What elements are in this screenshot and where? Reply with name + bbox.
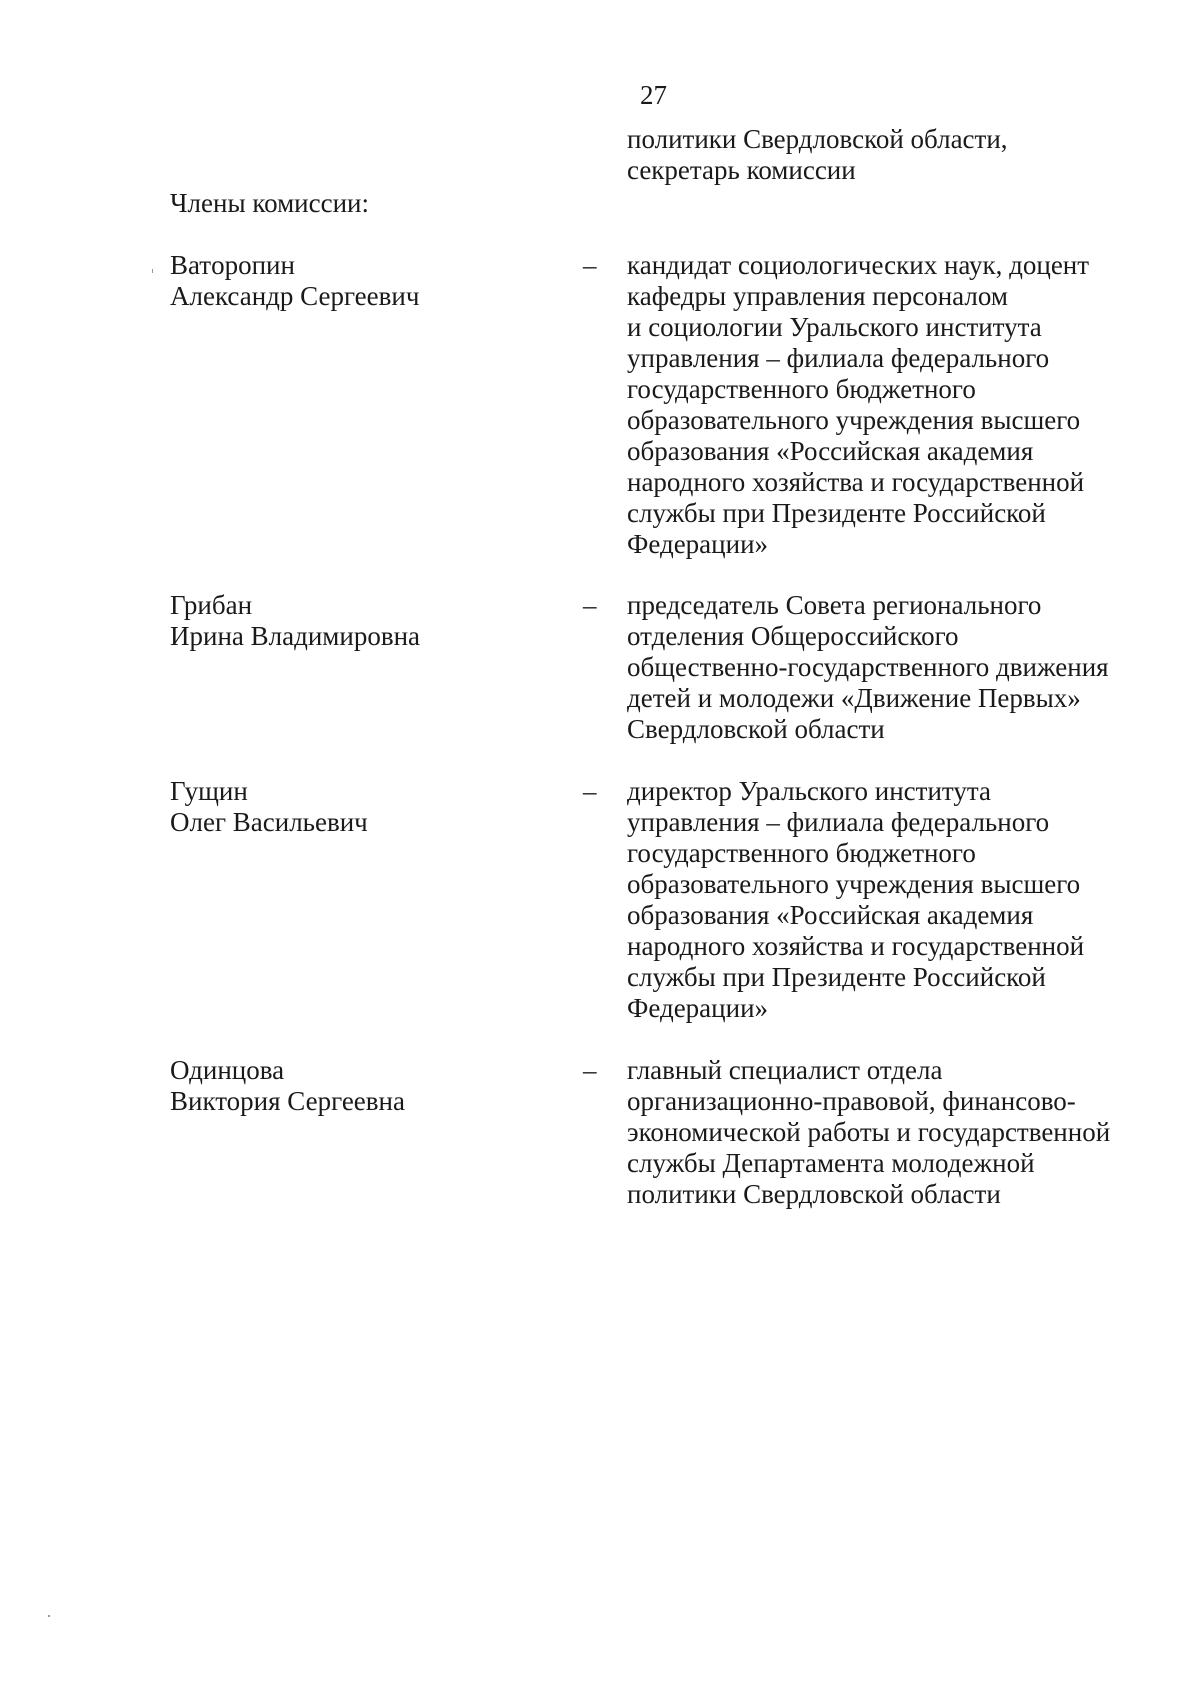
dash-separator: – [583, 1055, 597, 1085]
member-description [627, 1055, 1167, 1210]
description-line: управления – филиала федерального [627, 807, 1050, 837]
member-description [627, 590, 1167, 745]
description-line: отделения Общероссийского [627, 621, 959, 651]
description-line: Свердловской области [627, 714, 885, 744]
description-line: кафедры управления персоналом [627, 281, 1008, 311]
description-line: народного хозяйства и государственной [627, 931, 1085, 961]
member-name [170, 590, 550, 652]
member-name [170, 250, 550, 312]
description-line: управления – филиала федерального [627, 343, 1050, 373]
description-line: главный специалист отдела [627, 1055, 943, 1085]
description-line: и социологии Уральского института [627, 312, 1042, 342]
member-name [170, 1055, 550, 1117]
text-line: политики Свердловской области, [627, 124, 1008, 154]
description-line: председатель Совета регионального [627, 590, 1042, 620]
member-description [627, 776, 1167, 1024]
member-name [170, 776, 550, 838]
description-line: политики Свердловской области [627, 1179, 1001, 1209]
description-line: организационно-правовой, финансово- [627, 1086, 1076, 1116]
member-description [627, 250, 1167, 560]
description-line: Федерации» [627, 529, 769, 559]
description-line: службы при Президенте Российской [627, 498, 1046, 528]
member-given-names: Ирина Владимировна [170, 621, 421, 651]
description-line: государственного бюджетного [627, 374, 976, 404]
description-line: директор Уральского института [627, 776, 991, 806]
description-line: образования «Российская академия [627, 900, 1034, 930]
description-line: образовательного учреждения высшего [627, 405, 1081, 435]
description-line: образовательного учреждения высшего [627, 869, 1081, 899]
description-line: народного хозяйства и государственной [627, 467, 1085, 497]
text-line: секретарь комиссии [627, 155, 856, 185]
scan-artifact [48, 1615, 50, 1617]
member-surname: Гущин [170, 776, 248, 806]
description-line: экономической работы и государственной [627, 1117, 1111, 1147]
continued-position-text [627, 124, 1147, 186]
page-number: 27 [640, 80, 667, 110]
member-surname: Грибан [170, 590, 253, 620]
description-line: общественно-государственного движения [627, 652, 1109, 682]
scan-artifact [152, 269, 153, 273]
dash-separator: – [583, 250, 597, 280]
member-given-names: Виктория Сергеевна [170, 1086, 405, 1116]
description-line: службы при Президенте Российской [627, 962, 1046, 992]
member-given-names: Олег Васильевич [170, 807, 368, 837]
description-line: детей и молодежи «Движение Первых» [627, 683, 1081, 713]
description-line: Федерации» [627, 993, 769, 1023]
description-line: образования «Российская академия [627, 436, 1034, 466]
description-line: службы Департамента молодежной [627, 1148, 1035, 1178]
members-heading: Члены комиссии: [170, 188, 369, 218]
dash-separator: – [583, 590, 597, 620]
member-given-names: Александр Сергеевич [170, 281, 420, 311]
member-surname: Одинцова [170, 1055, 285, 1085]
description-line: государственного бюджетного [627, 838, 976, 868]
member-surname: Ватoропин [170, 250, 295, 280]
description-line: кандидат социологических наук, доцент [627, 250, 1090, 280]
dash-separator: – [583, 776, 597, 806]
